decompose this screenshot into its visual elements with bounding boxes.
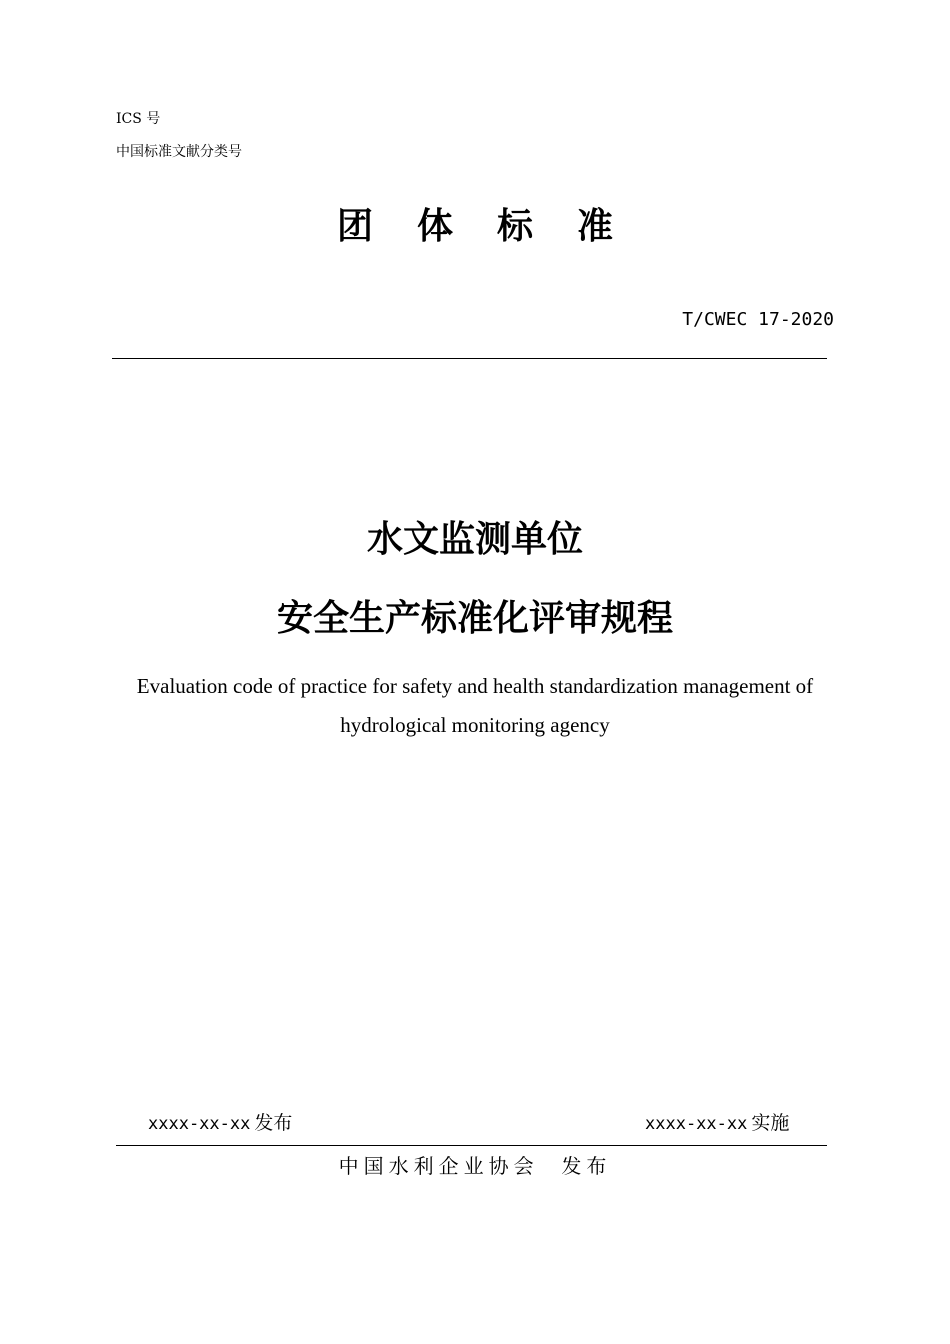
publish-date-label: 发布 — [254, 1112, 293, 1134]
implement-date: xxxx-xx-xx — [645, 1114, 748, 1134]
bottom-divider — [116, 1145, 827, 1146]
title-cn-line2: 安全生产标准化评审规程 — [276, 598, 673, 639]
publisher-line — [0, 1152, 950, 1180]
ccs-classification-label: 中国标准文献分类号 — [116, 144, 242, 160]
title-en-line2: hydrological monitoring agency — [340, 713, 610, 737]
standard-type-heading: 团体标准 — [336, 206, 657, 247]
standard-number: T/CWEC 17-2020 — [682, 309, 834, 330]
top-divider — [112, 358, 827, 359]
ics-number-label: ICS 号 — [116, 111, 161, 127]
publish-date: xxxx-xx-xx — [148, 1114, 251, 1134]
title-en-line1: Evaluation code of practice for safety and health standardization management of — [136, 674, 814, 698]
publisher-org: 中国水利企业协会 — [338, 1154, 539, 1178]
implement-date-block — [645, 1110, 789, 1137]
implement-date-label: 实施 — [751, 1112, 790, 1134]
publisher-label: 发布 — [561, 1154, 612, 1178]
publish-date-block — [148, 1110, 292, 1137]
title-cn-line1: 水文监测单位 — [366, 519, 583, 560]
